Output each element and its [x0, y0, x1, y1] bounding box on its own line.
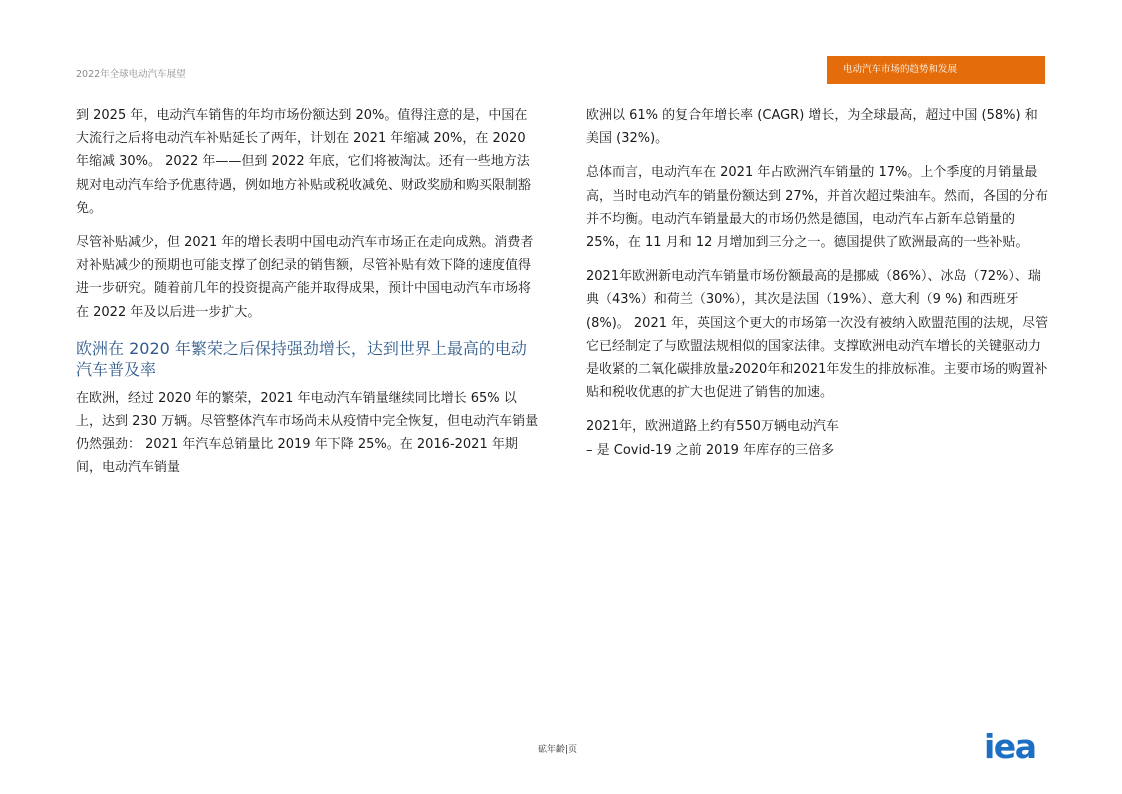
left-column — [76, 104, 540, 491]
body-paragraph: 欧洲以 61% 的复合年增长率 (CAGR) 增长，为全球最高，超过中国 (58%) 和美国 (32%)。 — [586, 108, 1038, 147]
body-paragraph: 尽管补贴减少，但 2021 年的增长表明中国电动汽车市场正在走向成熟。消费者对补贴减少的预期也可能支撑了创纪录的销售额，尽管补贴有效下降的速度值得进一步研究。随着前几年的投资提高产能并取得成果，预计中国电动汽车市场将在 2022 年及以后进一步扩大。 — [76, 235, 534, 320]
right-column — [586, 104, 1050, 473]
iea-logo: iea — [984, 727, 1036, 766]
callout-text — [586, 415, 1050, 461]
body-paragraph: 在欧洲，经过 2020 年的繁荣，2021 年电动汽车销量继续同比增长 65% 以上，达到 230 万辆。尽管整体汽车市场尚未从疫情中完全恢复，但电动汽车销量仍然强劲： 2021 年汽车总销量比 2019 年下降 25%。在 2016-2021 年期间，电动汽车销量 — [76, 390, 539, 476]
callout-line: – 是 Covid-19 之前 2019 年库存的三倍多 — [586, 442, 835, 458]
body-paragraph: 到 2025 年，电动汽车销售的年均市场份额达到 20%。值得注意的是，中国在大流行之后将电动汽车补贴延长了两年，计划在 2021 年缩减 20%，在 2020 年缩减 30%。 2022 年——但到 2022 年底，它们将被淘汰。还有一些地方法规对电动汽车给予优惠待遇，例如地方补贴或税收减免、财政奖励和购买限制豁免。 — [76, 108, 532, 216]
body-paragraph: 总体而言，电动汽车在 2021 年占欧洲汽车销量的 17%。上个季度的月销量最高，当时电动汽车的销量份额达到 27%，并首次超过柴油车。然而，各国的分布并不均衡。电动汽车销量最大的市场仍然是德国，电动汽车占新车总销量的 25%，在 11 月和 12 月增加到三分之一。德国提供了欧洲最高的一些补贴。 — [586, 165, 1049, 251]
page-number: 砿年齢|页 — [538, 745, 578, 755]
section-tab: 电动汽车市场的趋势和发展 — [827, 56, 1045, 84]
body-paragraph: 2021年欧洲新电动汽车销量市场份额最高的是挪威（86%）、冰岛（72%）、瑞典（43%）和荷兰（30%），其次是法国（19%）、意大利（9 %) 和西班牙 (8%)。 2021 年，英国这个更大的市场第一次没有被纳入欧盟范围的法规，尽管它已经制定了与欧盟法规相似的国家法律。支撑欧洲电动汽车增长的关键驱动力是收紧的二氧化碳排放量₂2020年和2021年发生的排放标准。主要市场的购置补贴和税收优惠的扩大也促进了销售的加速。 — [586, 269, 1049, 401]
callout-line: 2021年，欧洲道路上约有550万辆电动汽车 — [586, 419, 839, 435]
section-heading: 欧洲在 2020 年繁荣之后保持强劲增长，达到世界上最高的电动汽车普及率 — [76, 338, 527, 380]
running-header: 2022年全球电动汽车展望 — [76, 69, 186, 80]
